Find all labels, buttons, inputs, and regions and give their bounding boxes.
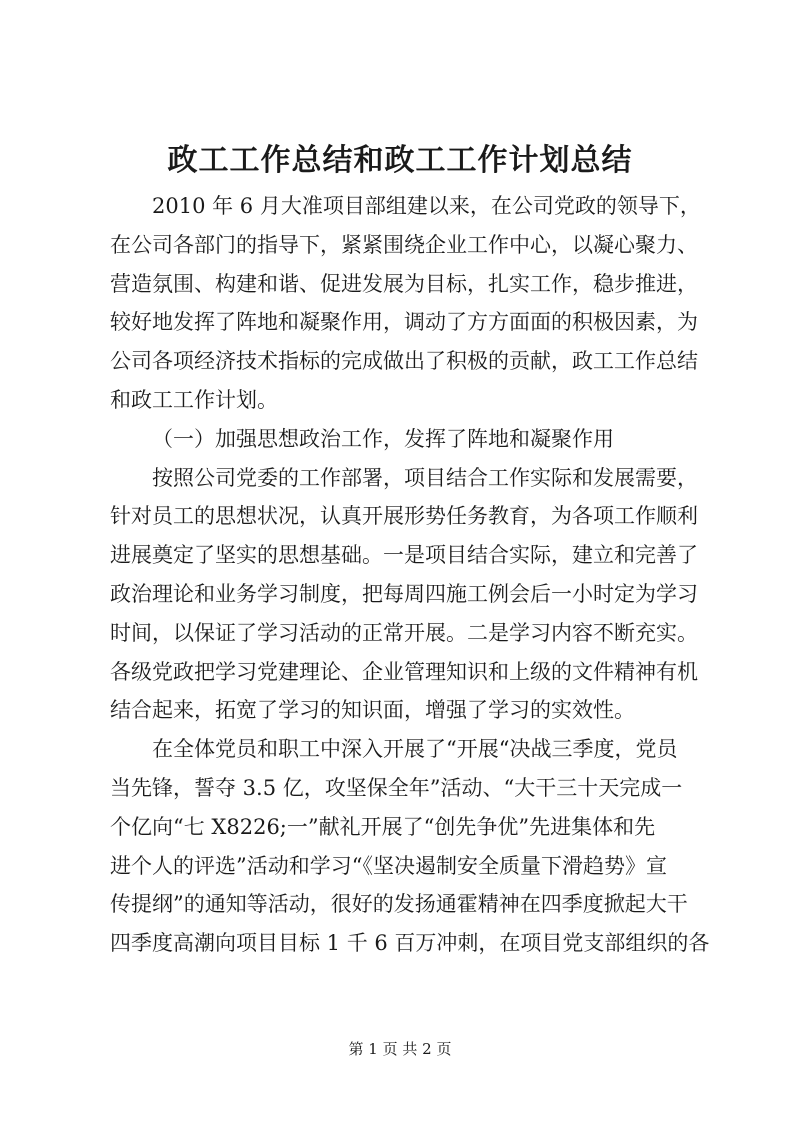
body-line: 时间，以保证了学习活动的正常开展。二是学习内容不断充实。 — [110, 620, 698, 645]
body-line: 当先锋，誓夺 3.5 亿，攻坚保全年”活动、“大干三十天完成一 — [110, 775, 683, 800]
body-line: 和政工工作计划。 — [110, 387, 278, 412]
body-line: 传提纲”的通知等活动，很好的发扬通霍精神在四季度掀起大干 — [110, 892, 688, 917]
body-line: 在公司各部门的指导下，紧紧围绕企业工作中心，以凝心聚力、 — [110, 232, 698, 257]
body-line: 政治理论和业务学习制度，把每周四施工例会后一小时定为学习 — [110, 581, 698, 606]
document-body — [110, 187, 710, 963]
body-line: 进个人的评选”活动和学习“《坚决遏制安全质量下滑趋势》宣 — [110, 853, 667, 878]
body-line: 各级党政把学习党建理论、企业管理知识和上级的文件精神有机 — [110, 659, 698, 684]
body-line: 营造氛围、构建和谐、促进发展为目标，扎实工作，稳步推进， — [110, 271, 698, 296]
page-footer: 第 1 页 共 2 页 — [348, 1040, 452, 1058]
body-line: 结合起来，拓宽了学习的知识面，增强了学习的实效性。 — [110, 698, 635, 723]
body-line: 针对员工的思想状况，认真开展形势任务教育，为各项工作顺利 — [110, 504, 698, 529]
body-line: 四季度高潮向项目目标 1 千 6 百万冲刺，在项目党支部组织的各 — [110, 931, 710, 956]
body-line: 公司各项经济技术指标的完成做出了积极的贡献，政工工作总结 — [110, 349, 698, 374]
body-line: 个亿向“七 X8226;一”献礼开展了“创先争优”先进集体和先 — [110, 814, 656, 839]
body-line: 按照公司党委的工作部署，项目结合工作实际和发展需要， — [152, 465, 698, 490]
body-line: 进展奠定了坚实的思想基础。一是项目结合实际，建立和完善了 — [110, 543, 698, 568]
body-line: 2010 年 6 月大准项目部组建以来，在公司党政的领导下， — [152, 194, 701, 218]
body-line: 在全体党员和职工中深入开展了“开展“决战三季度，党员 — [152, 737, 678, 762]
body-line: 较好地发挥了阵地和凝聚作用，调动了方方面面的积极因素，为 — [110, 310, 698, 335]
body-line: （一）加强思想政治工作，发挥了阵地和凝聚作用 — [152, 426, 614, 451]
document-title: 政工工作总结和政工工作计划总结 — [167, 143, 633, 178]
